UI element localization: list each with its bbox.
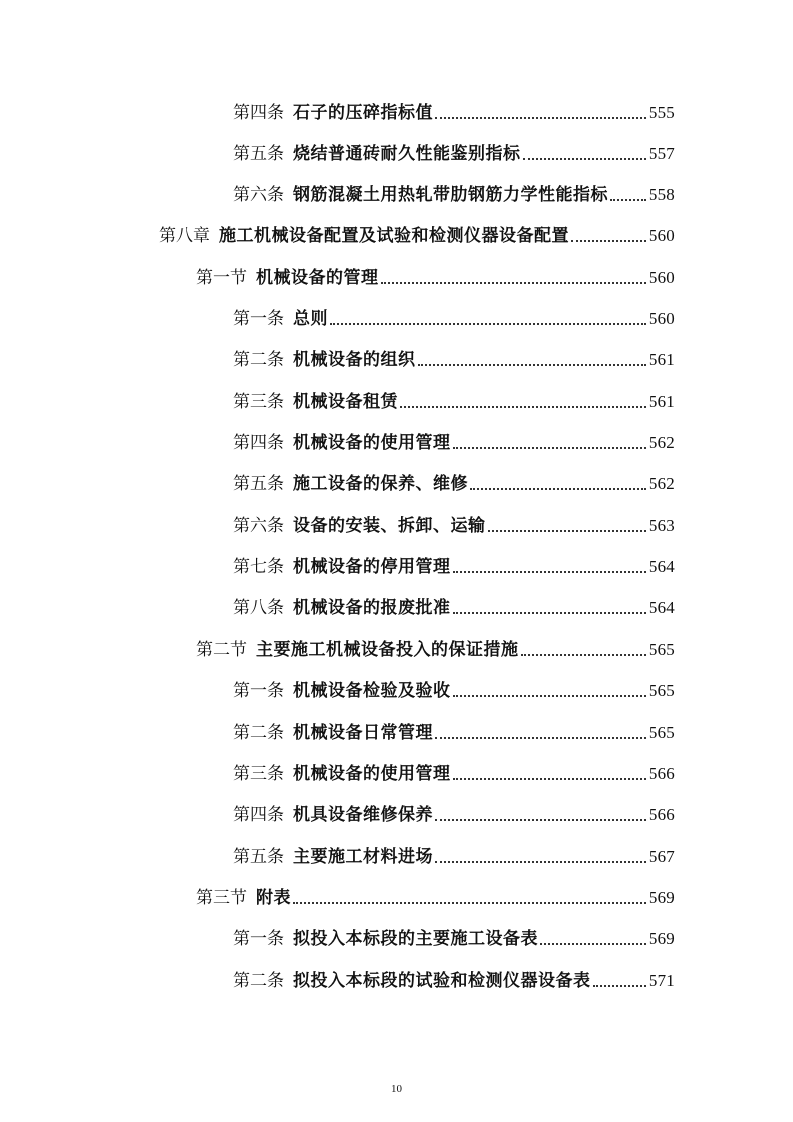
entry-page-number: 558 [648, 185, 675, 204]
entry-number: 第四条 [233, 805, 284, 825]
dot-leader [540, 942, 646, 945]
toc-entry[interactable] [233, 840, 675, 868]
entry-number: 第八章 [159, 226, 210, 246]
dot-leader [453, 446, 646, 449]
entry-page-number: 562 [648, 474, 675, 493]
entry-number: 第六条 [233, 516, 284, 536]
toc-entry[interactable] [233, 137, 675, 165]
dot-leader [435, 860, 646, 863]
entry-page-number: 571 [648, 971, 675, 990]
dot-leader [610, 198, 646, 201]
entry-title: 机械设备检验及验收 [293, 681, 451, 701]
entry-page-number: 557 [648, 144, 675, 163]
toc-entry[interactable] [233, 716, 675, 744]
dot-leader [435, 116, 646, 119]
entry-number: 第一条 [233, 929, 284, 949]
entry-title: 主要施工机械设备投入的保证措施 [256, 640, 519, 660]
toc-entry-section[interactable] [196, 881, 675, 909]
dot-leader [470, 487, 646, 490]
entry-title: 附表 [256, 888, 291, 908]
entry-page-number: 561 [648, 350, 675, 369]
entry-page-number: 569 [648, 929, 675, 948]
entry-title: 石子的压碎指标值 [293, 103, 433, 123]
entry-title: 机械设备的管理 [256, 268, 379, 288]
page-footer-number: 10 [391, 1083, 402, 1095]
entry-page-number: 569 [648, 888, 675, 907]
dot-leader [521, 653, 646, 656]
dot-leader [330, 322, 646, 325]
entry-page-number: 560 [648, 309, 675, 328]
entry-number: 第一条 [233, 681, 284, 701]
toc-entry[interactable] [233, 922, 675, 950]
entry-title: 拟投入本标段的主要施工设备表 [293, 929, 538, 949]
entry-page-number: 566 [648, 805, 675, 824]
entry-title: 机械设备日常管理 [293, 723, 433, 743]
entry-page-number: 562 [648, 433, 675, 452]
entry-number: 第二条 [233, 723, 284, 743]
entry-title: 机械设备的使用管理 [293, 433, 451, 453]
entry-number: 第二条 [233, 971, 284, 991]
entry-title: 机械设备的组织 [293, 350, 416, 370]
dot-leader [435, 818, 646, 821]
dot-leader [400, 405, 646, 408]
entry-title: 钢筋混凝土用热轧带肋钢筋力学性能指标 [293, 185, 608, 205]
entry-number: 第八条 [233, 598, 284, 618]
entry-title: 机械设备的使用管理 [293, 764, 451, 784]
toc-entry-section[interactable] [196, 633, 675, 661]
toc-entry[interactable] [233, 302, 675, 330]
entry-page-number: 566 [648, 764, 675, 783]
entry-title: 施工设备的保养、维修 [293, 474, 468, 494]
toc-entry[interactable] [233, 385, 675, 413]
toc-entry[interactable] [233, 96, 675, 124]
entry-page-number: 565 [648, 681, 675, 700]
entry-number: 第二条 [233, 350, 284, 370]
entry-page-number: 567 [648, 847, 675, 866]
entry-number: 第五条 [233, 847, 284, 867]
entry-number: 第七条 [233, 557, 284, 577]
dot-leader [571, 239, 646, 242]
toc-entry[interactable] [233, 426, 675, 454]
dot-leader [293, 901, 646, 904]
entry-title: 机具设备维修保养 [293, 805, 433, 825]
toc-entry[interactable] [233, 178, 675, 206]
dot-leader [381, 281, 646, 284]
entry-page-number: 560 [648, 226, 675, 245]
entry-title: 主要施工材料进场 [293, 847, 433, 867]
toc-entry[interactable] [233, 343, 675, 371]
entry-number: 第四条 [233, 433, 284, 453]
entry-number: 第五条 [233, 474, 284, 494]
entry-title: 烧结普通砖耐久性能鉴别指标 [293, 144, 521, 164]
dot-leader [453, 611, 646, 614]
entry-page-number: 565 [648, 723, 675, 742]
toc-entry[interactable] [233, 674, 675, 702]
entry-number: 第五条 [233, 144, 284, 164]
dot-leader [453, 570, 646, 573]
toc-entry[interactable] [233, 467, 675, 495]
dot-leader [488, 529, 646, 532]
entry-number: 第三条 [233, 392, 284, 412]
entry-page-number: 560 [648, 268, 675, 287]
toc-entry[interactable] [233, 591, 675, 619]
entry-title: 设备的安装、拆卸、运输 [293, 516, 486, 536]
entry-number: 第四条 [233, 103, 284, 123]
entry-title: 施工机械设备配置及试验和检测仪器设备配置 [219, 226, 569, 246]
dot-leader [435, 736, 646, 739]
entry-number: 第一条 [233, 309, 284, 329]
entry-number: 第二节 [196, 640, 247, 660]
toc-entry[interactable] [233, 509, 675, 537]
entry-page-number: 565 [648, 640, 675, 659]
dot-leader [453, 694, 646, 697]
entry-number: 第六条 [233, 185, 284, 205]
dot-leader [418, 363, 646, 366]
toc-entry-section[interactable] [196, 261, 675, 289]
toc-entry[interactable] [233, 757, 675, 785]
entry-title: 机械设备租赁 [293, 392, 398, 412]
dot-leader [453, 777, 646, 780]
toc-entry[interactable] [233, 550, 675, 578]
dot-leader [523, 157, 646, 160]
entry-title: 机械设备的停用管理 [293, 557, 451, 577]
entry-page-number: 564 [648, 598, 675, 617]
entry-number: 第三节 [196, 888, 247, 908]
toc-entry-chapter[interactable] [159, 219, 675, 247]
entry-number: 第一节 [196, 268, 247, 288]
entry-page-number: 561 [648, 392, 675, 411]
entry-page-number: 564 [648, 557, 675, 576]
entry-title: 总则 [293, 309, 328, 329]
dot-leader [593, 984, 646, 987]
toc-entry[interactable] [233, 798, 675, 826]
entry-page-number: 555 [648, 103, 675, 122]
entry-title: 拟投入本标段的试验和检测仪器设备表 [293, 971, 591, 991]
entry-title: 机械设备的报废批准 [293, 598, 451, 618]
entry-page-number: 563 [648, 516, 675, 535]
toc-entry[interactable] [233, 964, 675, 992]
entry-number: 第三条 [233, 764, 284, 784]
